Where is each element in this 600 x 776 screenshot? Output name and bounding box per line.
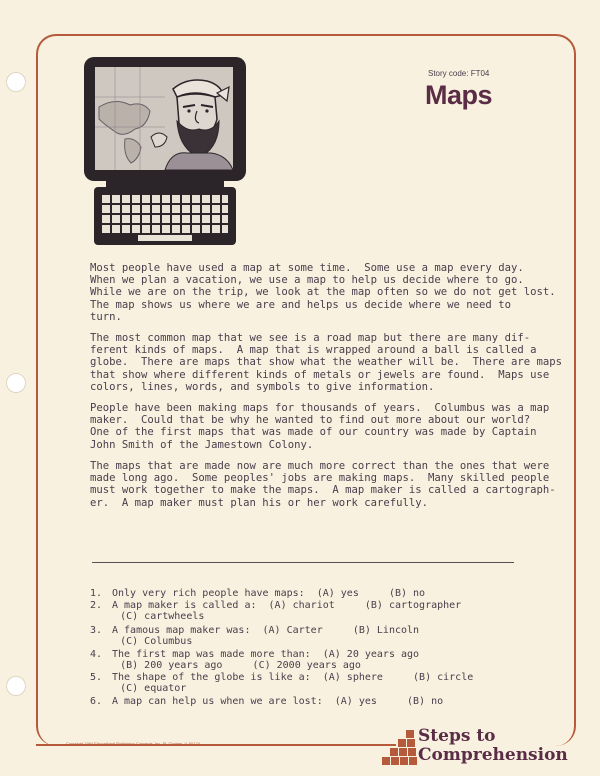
story-code: Story code: FT04 (428, 69, 490, 78)
question-number: 4. (90, 649, 103, 660)
paragraph-4: The maps that are made now are much more correct than the ones that were made long ago. Some peoples' jobs are making maps. Many skilled people must work together to make the maps. A map maker is called a cartograph- er. A map maker must plan his or her work carefully. (90, 460, 556, 509)
question-text: A famous map maker was: (A) Carter (B) Lincoln (C) Columbus (112, 625, 420, 647)
brand-line-2: Comprehension (418, 745, 568, 765)
question-text: A map can help us when we are lost: (A) yes (B) no (112, 696, 444, 707)
question-5 (90, 672, 473, 694)
question-number: 5. (90, 672, 103, 683)
laptop-screen-frame (84, 57, 246, 181)
binder-hole-bottom (6, 676, 26, 696)
question-1 (90, 588, 425, 599)
question-number: 1. (90, 588, 103, 599)
laptop-keyboard (94, 187, 236, 245)
binder-hole-middle (6, 373, 26, 393)
stairs-logo-icon (382, 730, 416, 764)
question-number: 2. (90, 600, 103, 611)
divider-line (92, 562, 514, 563)
binder-hole-top (6, 72, 26, 92)
question-text: The shape of the globe is like a: (A) sphere (B) circle (C) equator (112, 672, 474, 694)
brand-name (418, 727, 568, 765)
keyboard-row-gaps (102, 193, 228, 233)
laptop-illustration (84, 57, 246, 247)
paragraph-2: The most common map that we see is a road map but there are many dif- ferent kinds of maps. A map that is wrapped around a ball is called a globe. There are maps that show what the weather will be. There are maps that show where different kinds of metals or jewels are found. Maps use colors, lines, words, and symbols to give information. (90, 332, 562, 393)
question-number: 6. (90, 696, 103, 707)
question-6 (90, 696, 443, 707)
question-4 (90, 649, 419, 671)
question-number: 3. (90, 625, 103, 636)
page-title: Maps (425, 80, 493, 110)
question-2 (90, 600, 461, 622)
brand-line-1: Steps to (418, 726, 496, 746)
copyright-notice: Copyright 1984 Educational Publishing Concepts, Inc. St. Charles, IL 60174 (66, 741, 200, 746)
question-text: A map maker is called a: (A) chariot (B) cartographer (C) cartwheels (112, 600, 462, 622)
question-3 (90, 625, 419, 647)
paragraph-3: People have been making maps for thousands of years. Columbus was a map maker. Could that be why he wanted to find out more about our world? One of the first maps that was made of our country was made by Captain John Smith of the Jamestown Colony. (90, 402, 550, 451)
question-text: Only very rich people have maps: (A) yes (B) no (112, 588, 426, 599)
laptop-screen (95, 67, 233, 170)
question-text: The first map was made more than: (A) 20 years ago (B) 200 years ago (C) 2000 years ago (112, 649, 420, 671)
paragraph-1: Most people have used a map at some time. Some use a map every day. When we plan a vacation, we use a map to help us decide where to go. While we are on the trip, we look at the map often so we do not get lost. The map shows us where we are and helps us decide where we need to turn. (90, 262, 556, 323)
keyboard-spacebar (138, 235, 192, 241)
sailor-map-icon (95, 67, 233, 170)
